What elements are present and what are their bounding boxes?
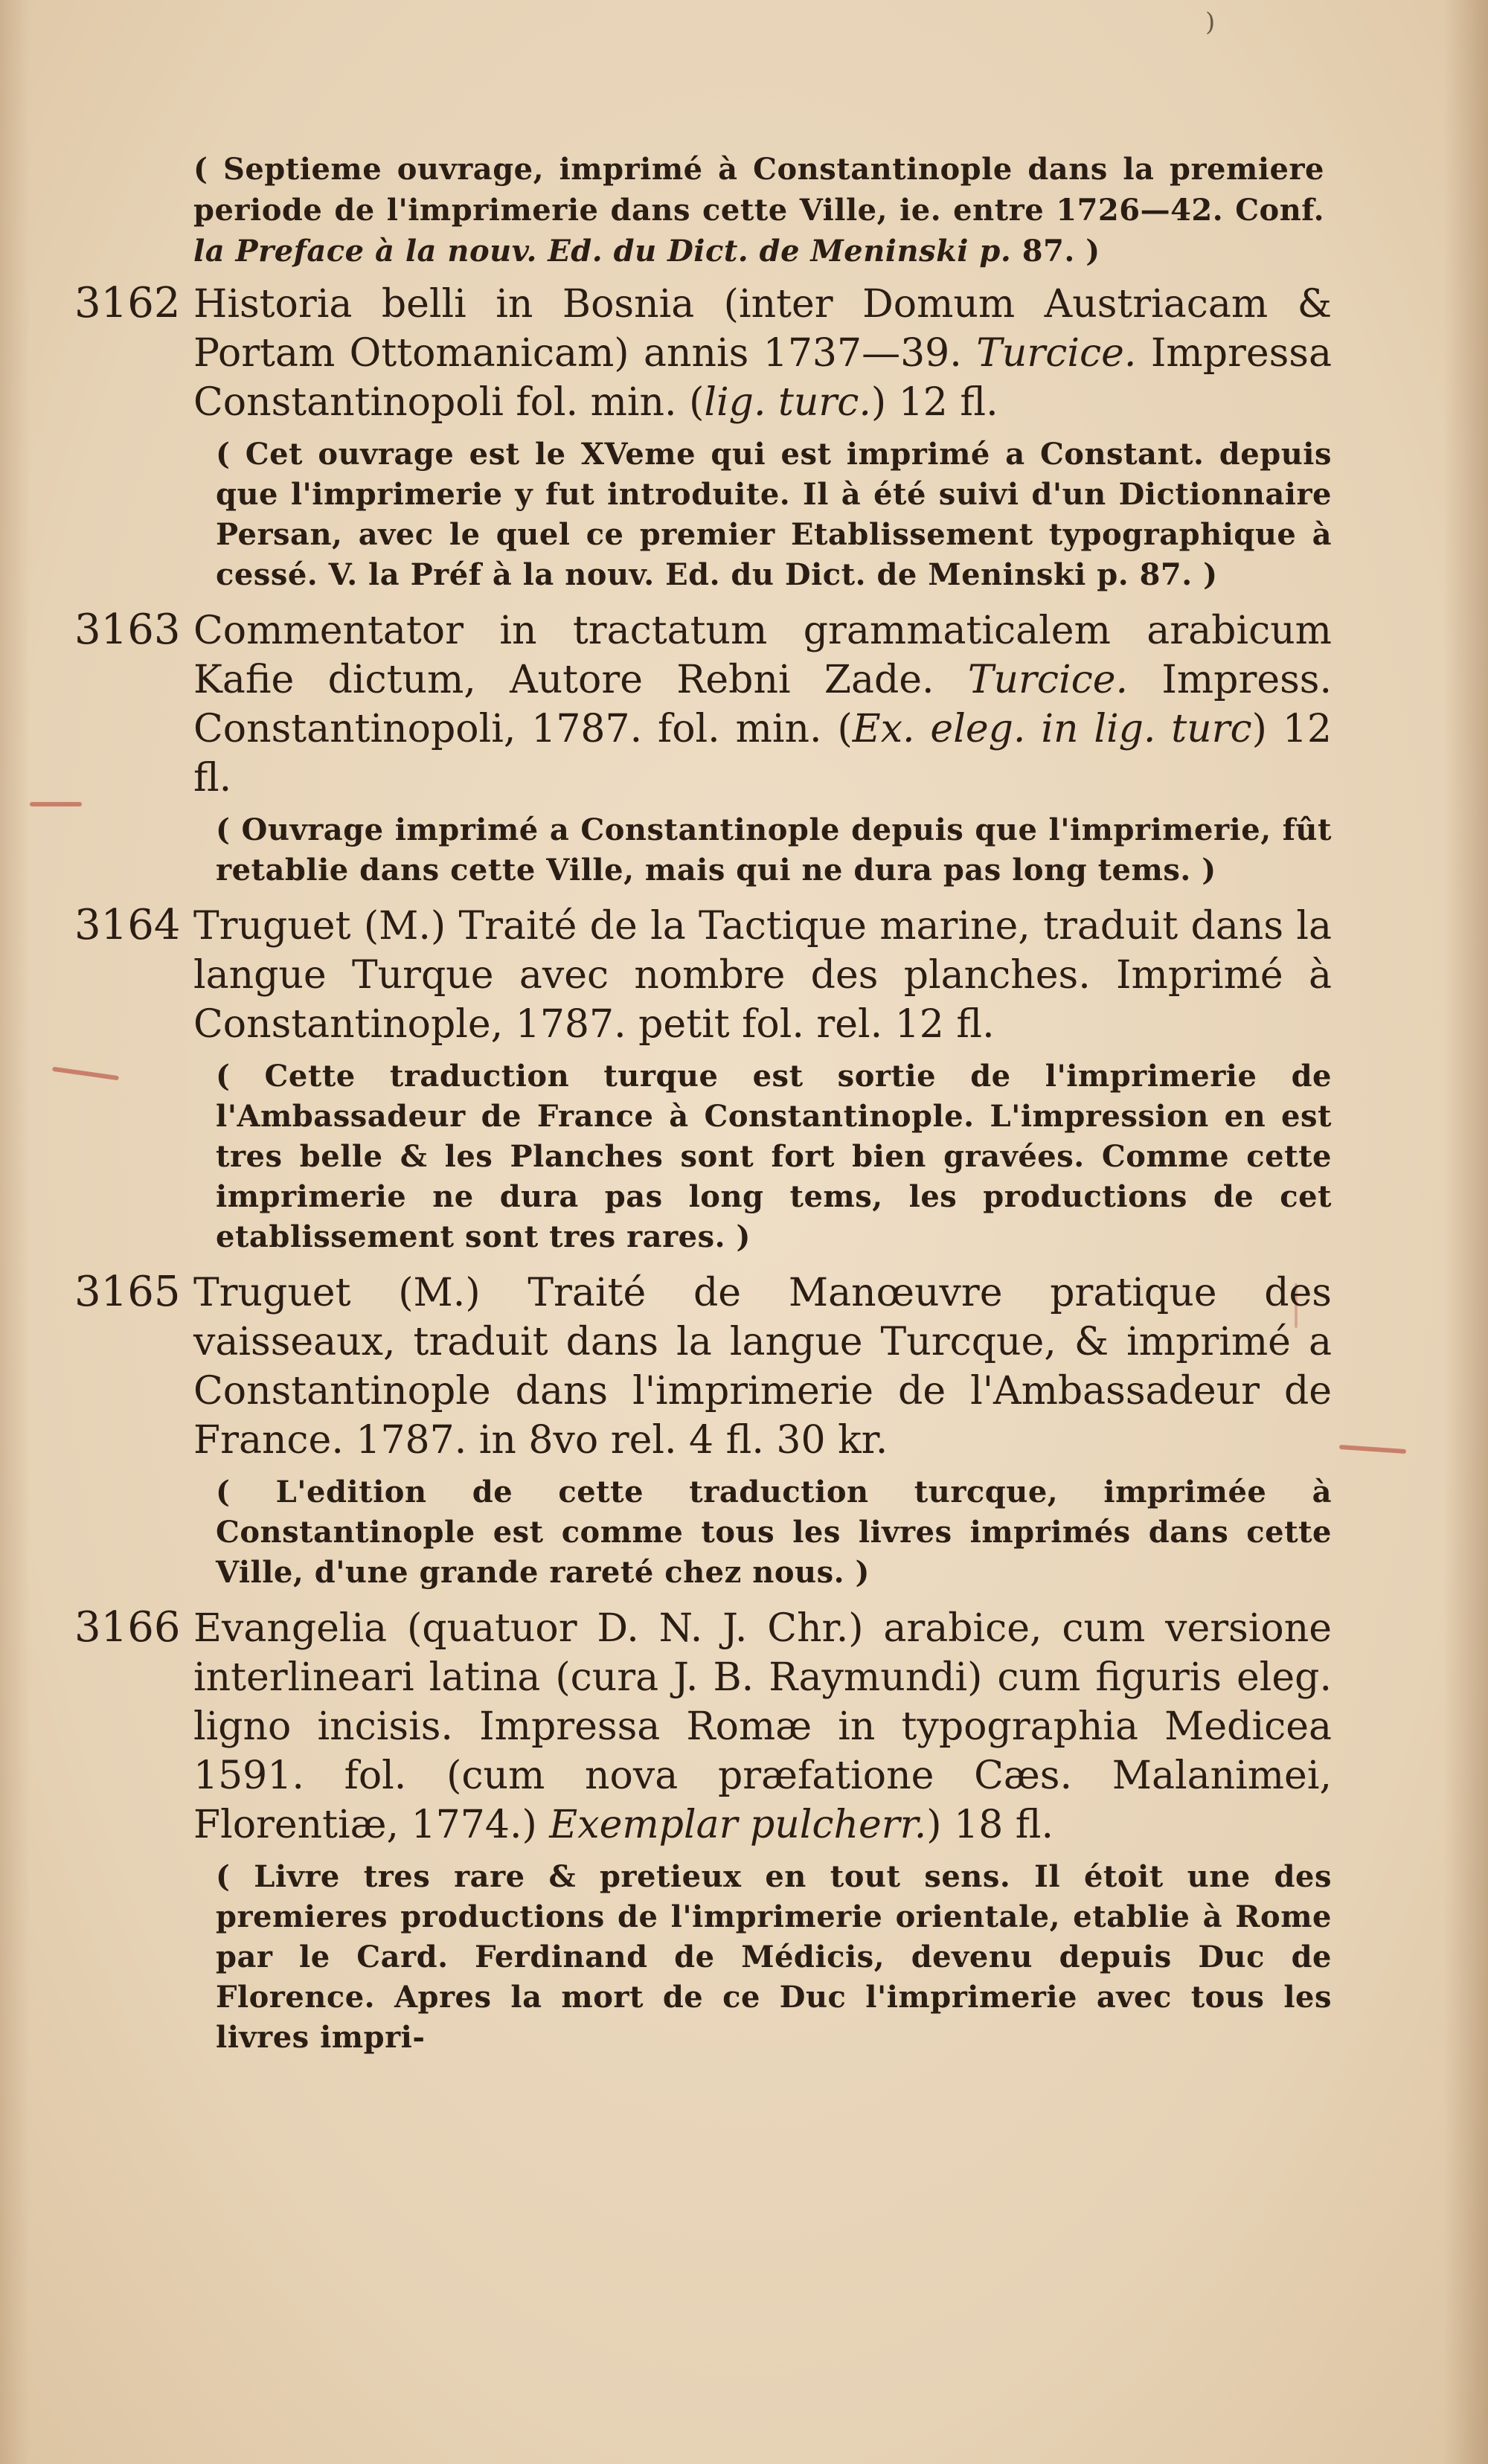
opening-note-citation: la Preface à la nouv. Ed. du Dict. de Meninski p. (193, 234, 1012, 269)
entry-main-text: Truguet (M.) Traité de la Tactique marine, traduit dans la langue Turque avec nombre des planches. Imprimé à Constantinople, 1787. petit fol. rel. 12 fl. (193, 904, 1332, 1047)
entry-main-end: ) 12 fl. (193, 707, 1332, 801)
catalog-entry-3165 (74, 1268, 1332, 1593)
entry-main-tail: ) 18 fl. (926, 1803, 1054, 1847)
opening-note (74, 149, 1332, 272)
catalog-entry-3163 (74, 606, 1332, 891)
entry-number: 3165 (74, 1268, 181, 1316)
entry-description (74, 901, 1332, 1049)
entry-main-text: Evangelia (quatuor D. N. J. Chr.) arabice, cum versione interlineari latina (cura J. B. Raymundi) cum figuris eleg. ligno incisis. Impressa Romæ in typographia Medicea 1591. fol. (cum nova præfatione Cæs. Malanimei, Florentiæ, 1774.) (193, 1606, 1332, 1847)
opening-note-tail: 87. ) (1011, 234, 1100, 269)
entry-note: ( Ouvrage imprimé a Constantinople depuis que l'imprimerie, fût retablie dans cette Ville, mais qui ne dura pas long tems. ) (216, 812, 1332, 888)
entry-description (74, 1268, 1332, 1465)
page-edge-shadow-right (1443, 0, 1488, 2464)
entry-description (74, 279, 1332, 427)
page-edge-shadow-left (0, 0, 30, 2464)
entry-main-text: Historia belli in Bosnia (inter Domum Austriacam & Portam Ottomanicam) annis 1737—39. (193, 282, 1332, 376)
entry-description (74, 1603, 1332, 1849)
entry-main-italic2: lig. turc. (704, 380, 871, 425)
entry-main-italic: Turcice. (976, 331, 1137, 376)
entry-main-text: Truguet (M.) Traité de Manœuvre pratique des vaisseaux, traduit dans la langue Turcque, & imprimé a Constantinople dans l'imprimerie de l'Ambassadeur de France. 1787. in 8vo rel. 4 fl. 30 kr. (193, 1271, 1332, 1463)
entry-main-text: Commentator in tractatum grammaticalem arabicum Kafie dictum, Autore Rebni Zade. (193, 609, 1332, 702)
catalog-entry-3164 (74, 901, 1332, 1257)
entry-description (74, 606, 1332, 803)
entry-main-italic2: Ex. eleg. in lig. turc (852, 707, 1252, 751)
entry-number: 3164 (74, 901, 181, 949)
opening-note-text: ( Septieme ouvrage, imprimé à Constantinople dans la premiere periode de l'imprimerie dans cette Ville, ie. entre 1726—42. Conf. (193, 152, 1324, 228)
entry-main-tail: Impressa Constantinopoli fol. min. ( (193, 331, 1332, 425)
catalog-entry-3162 (74, 279, 1332, 595)
entry-number: 3166 (74, 1603, 181, 1652)
entry-main-italic: Exemplar pulcherr. (549, 1803, 927, 1847)
entry-number: 3163 (74, 606, 181, 654)
page-mark: ) (1205, 7, 1216, 37)
entry-main-tail: Impress. Constantinopoli, 1787. fol. min. ( (193, 658, 1332, 751)
entry-note: ( Cet ouvrage est le XVeme qui est imprimé a Constant. depuis que l'imprimerie y fut introduite. Il à été suivi d'un Dictionnaire Persan, avec le quel ce premier Etablissement typographique à cessé. V. la Préf à la nouv. Ed. du Dict. de Meninski p. 87. ) (216, 437, 1332, 592)
catalog-entry-3166 (74, 1603, 1332, 2058)
entry-main-italic: Turcice. (967, 658, 1129, 702)
entry-note: ( L'edition de cette traduction turcque, imprimée à Constantinople est comme tous les livres imprimés dans cette Ville, d'une grande rareté chez nous. ) (216, 1475, 1332, 1590)
entry-number: 3162 (74, 279, 181, 327)
entry-note: ( Livre tres rare & pretieux en tout sens. Il étoit une des premieres productions de l'imprimerie orientale, etablie à Rome par le Card. Ferdinand de Médicis, devenu depuis Duc de Florence. Apres la mort de ce Duc l'imprimerie avec tous les livres impri- (216, 1859, 1332, 2055)
entry-note: ( Cette traduction turque est sortie de l'imprimerie de l'Ambassadeur de France à Constantinople. L'impression en est tres belle & les Planches sont fort bien gravées. Comme cette imprimerie ne dura pas long tems, les productions de cet etablissement sont tres rares. ) (216, 1059, 1332, 1254)
catalog-page (74, 149, 1332, 2068)
entry-main-end: ) 12 fl. (870, 380, 998, 425)
